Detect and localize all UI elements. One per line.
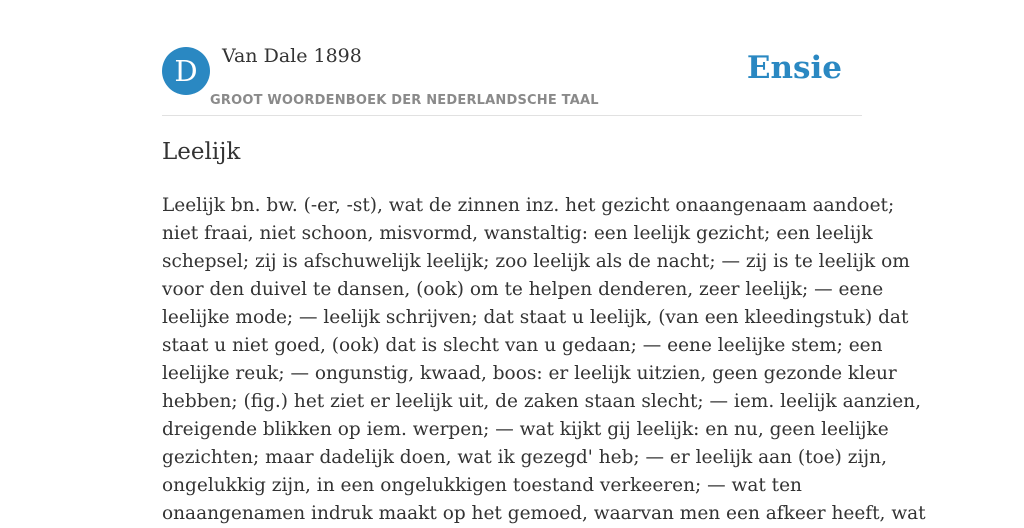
site-header: [162, 0, 862, 116]
dictionary-subtitle: GROOT WOORDENBOEK DER NEDERLANDSCHE TAAL: [210, 93, 599, 108]
definition-line: gezichten; maar dadelijk doen, wat ik gezegd' heb; — er leelijk aan (toe) zijn,: [162, 447, 887, 468]
ensie-logo[interactable]: Ensie: [746, 50, 842, 86]
definition-line: Leelijk bn. bw. (-er, -st), wat de zinnen inz. het gezicht onaangenaam aandoet;: [162, 195, 895, 216]
definition-text: [162, 192, 926, 528]
dictionary-logo[interactable]: D: [162, 47, 210, 95]
definition-line: leelijke mode; — leelijk schrijven; dat staat u leelijk, (van een kleedingstuk) dat: [162, 307, 909, 328]
definition-line: leelijke reuk; — ongunstig, kwaad, boos: er leelijk uitzien, geen gezonde kleur: [162, 363, 897, 384]
page-title: Leelijk: [162, 139, 241, 165]
definition-line: ongelukkig zijn, in een ongelukkigen toestand verkeeren; — wat ten: [162, 475, 802, 496]
definition-line: voor den duivel te dansen, (ook) om te helpen denderen, zeer leelijk; — eene: [162, 279, 884, 300]
definition-line: dreigende blikken op iem. werpen; — wat kijkt gij leelijk: en nu, geen leelijke: [162, 419, 889, 440]
dictionary-name[interactable]: Van Dale 1898: [222, 45, 362, 67]
definition-line: hebben; (fig.) het ziet er leelijk uit, de zaken staan slecht; — iem. leelijk aanzien,: [162, 391, 921, 412]
definition-line: onaangenamen indruk maakt op het gemoed, waarvan men een afkeer heeft, wat: [162, 503, 926, 524]
definition-line: schepsel; zij is afschuwelijk leelijk; zoo leelijk als de nacht; — zij is te leelijk om: [162, 251, 910, 272]
definition-line: staat u niet goed, (ook) dat is slecht van u gedaan; — eene leelijke stem; een: [162, 335, 883, 356]
definition-line: niet fraai, niet schoon, misvormd, wanstaltig: een leelijk gezicht; een leelijk: [162, 223, 873, 244]
